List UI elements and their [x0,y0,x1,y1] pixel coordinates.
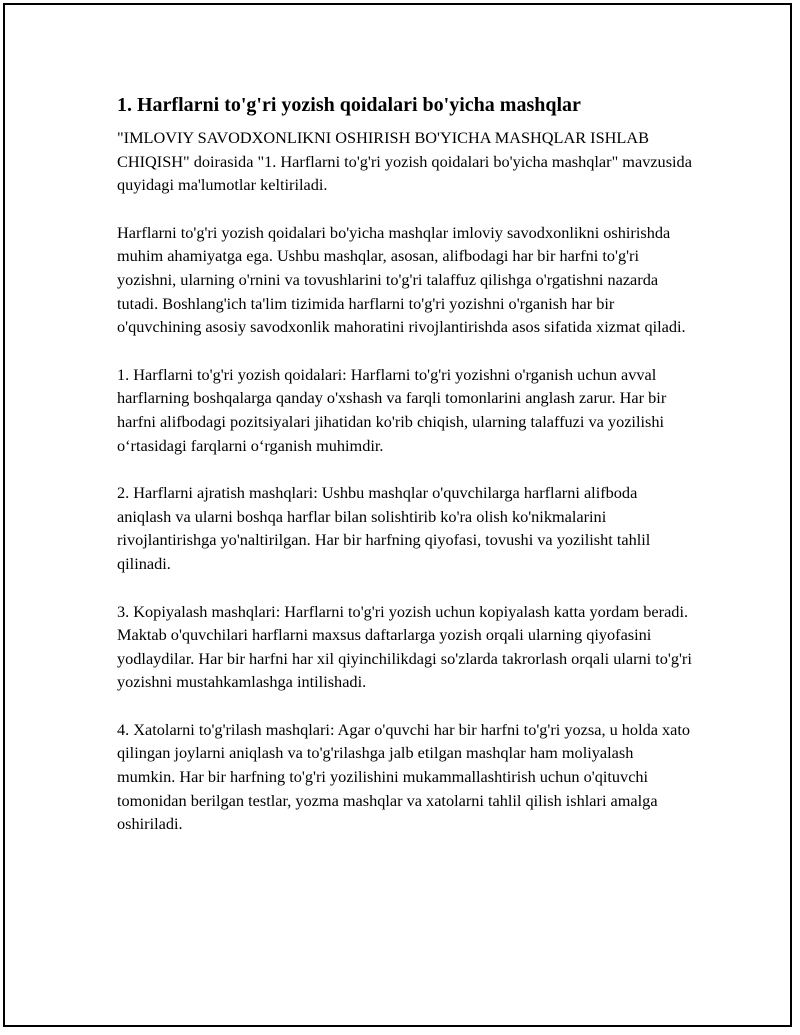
section-3-paragraph: 3. Kopiyalash mashqlari: Harflarni to'g'ri yozish uchun kopiyalash katta yordam beradi. Maktab o'quvchilari harflarni maxsus daftarlarga yozish orqali ularning qiyofasini yodlaydilar. Har bir harfni har xil qiyinchilikdagi so'zlarda takrorlash orqali ularni to'g'ri yozishni mustahkamlashga intilishadi. [117,601,692,692]
overview-paragraph: Harflarni to'g'ri yozish qoidalari bo'yicha mashqlar imloviy savodxonlikni oshirishda muhim ahamiyatga ega. Ushbu mashqlar, asosan, alifbodagi har bir harfni to'g'ri yozishni, ularning o'rnini va tovushlarini to'g'ri talaffuz qilishga o'rgatishni nazarda tutadi. Boshlang'ich ta'lim tizimida harflarni to'g'ri yozishni o'rganish har bir o'quvchining asosiy savodxonlik mahoratini rivojlantirishda asos sifatida xizmat qiladi. [117,222,686,337]
document-title: 1. Harflarni to'g'ri yozish qoidalari bo'yicha mashqlar [117,94,581,116]
section-1-paragraph: 1. Harflarni to'g'ri yozish qoidalari: Harflarni to'g'ri yozishni o'rganish uchun avval harflarning boshqalarga qanday o'xshash va farqli tomonlarini anglash zarur. Har bir harfni alifbodagi pozitsiyalari jihatidan ko'rib chiqish, ularning talaffuzi va yozilishi o‘rtasidagi farqlarni o‘rganish muhimdir. [117,364,667,455]
document-body [117,92,693,860]
section-2-paragraph: 2. Harflarni ajratish mashqlari: Ushbu mashqlar o'quvchilarga harflarni alifboda aniqlash va ularni boshqa harflar bilan solishtirib ko'ra olish ko'nikmalarini rivojlantirishga yo'naltirilgan. Har bir harfning qiyofasi, tovushi va yozilisht tahlil qilinadi. [117,483,651,573]
section-4-paragraph: 4. Xatolarni to'g'rilash mashqlari: Agar o'quvchi har bir harfni to'g'ri yozsa, u holda xato qilingan joylarni aniqlash va to'g'rilashga jalb etilgan mashqlar ham moliyalash mumkin. Har bir harfning to'g'ri yozilishini mukammallashtirish uchun o'qituvchi tomonidan berilgan testlar, yozma mashqlar va xatolarni tahlil qilish ishlari amalga oshiriladi. [117,719,691,834]
intro-paragraph: "IMLOVIY SAVODXONLIKNI OSHIRISH BO'YICHA MASHQLAR ISHLAB CHIQISH" doirasida "1. Harflarni to'g'ri yozish qoidalari bo'yicha mashqlar" mavzusida quyidagi ma'lumotlar keltiriladi. [117,128,692,195]
